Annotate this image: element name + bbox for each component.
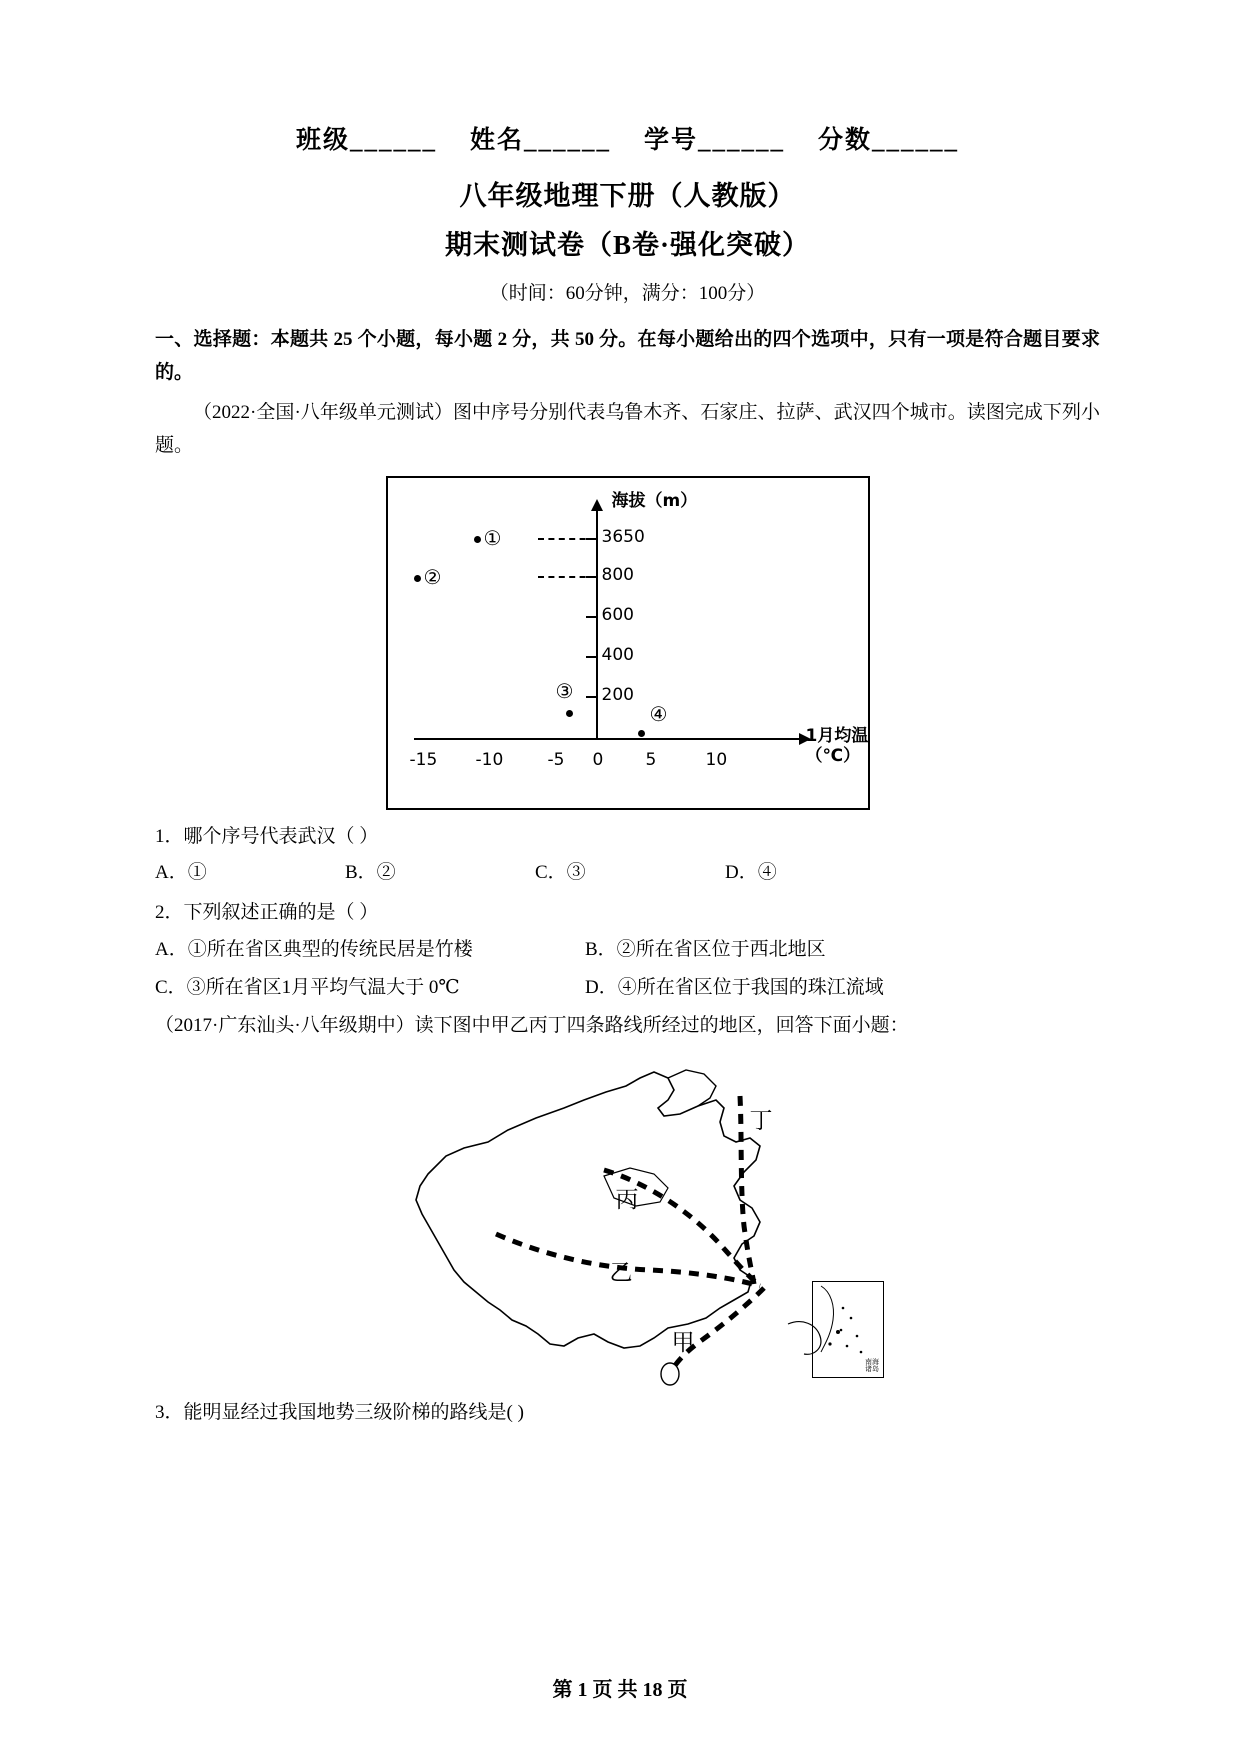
data-point-1-dot: [474, 536, 481, 543]
y-tickmark-400: [586, 656, 598, 658]
x-tick-5: 5: [645, 750, 657, 770]
data-point-3-label: ③: [555, 679, 574, 703]
question-1-options: [155, 856, 1100, 890]
y-axis: [596, 510, 598, 740]
data-point-4-label: ④: [649, 702, 668, 726]
question-1-option-c[interactable]: C．③: [535, 862, 586, 884]
data-point-3-dot: [566, 710, 573, 717]
y-tickmark-600: [586, 616, 598, 618]
question-2-option-a[interactable]: A．①所在省区典型的传统民居是竹楼: [155, 938, 473, 960]
data-point-4-dot: [638, 730, 645, 737]
page-subtitle-exam: 期末测试卷（B卷·强化突破）: [444, 230, 810, 260]
question-1-option-b[interactable]: B．②: [345, 862, 396, 884]
x-tick-minus15: -15: [409, 750, 438, 770]
question-3-text: 3．能明显经过我国地势三级阶梯的路线是( ): [155, 1402, 524, 1424]
y-tick-3650: 3650: [601, 527, 645, 547]
map-label-bing: 丙: [615, 1187, 639, 1213]
china-map-svg: [368, 1056, 888, 1386]
data-point-2-dot: [414, 575, 421, 582]
south-sea-islands-inset: [812, 1281, 884, 1378]
x-axis-label: 1月均温（℃）: [805, 726, 869, 767]
y-tickmark-200: [586, 696, 598, 698]
y-axis-label: 海拔（m）: [611, 491, 698, 511]
section-heading: 一、选择题：本题共 25 个小题，每小题 2 分，共 50 分。在每小题给出的四个选项中，只有一项是符合题目要求的。: [155, 329, 1100, 384]
x-tick-minus5: -5: [547, 750, 565, 770]
x-tick-minus10: -10: [475, 750, 504, 770]
material-2-text: （2017·广东汕头·八年级期中）读下图中甲乙丙丁四条路线所经过的地区，回答下面小题：: [155, 1014, 909, 1036]
svg-text:诸岛: 诸岛: [864, 1365, 879, 1374]
exam-time-score: （时间：60分钟，满分：100分）: [489, 283, 766, 304]
question-2-options-row1: [155, 933, 1100, 967]
y-tick-800: 800: [601, 565, 634, 585]
map-label-ding: 丁: [749, 1108, 773, 1134]
question-2-option-c[interactable]: C．③所在省区1月平均气温大于 0℃: [155, 976, 460, 998]
page-footer: 第 1 页 共 18 页: [552, 1679, 688, 1701]
svg-text:南海: 南海: [864, 1358, 879, 1367]
question-1-option-a[interactable]: A．①: [155, 862, 207, 884]
data-point-1-label: ①: [483, 526, 502, 550]
y-tick-600: 600: [601, 605, 634, 625]
figure-1: [155, 476, 1100, 810]
x-tick-10: 10: [705, 750, 728, 770]
y-tick-200: 200: [601, 685, 634, 705]
y-tick-400: 400: [601, 645, 634, 665]
scatter-chart: [386, 476, 870, 810]
question-2-option-b[interactable]: B．②所在省区位于西北地区: [585, 938, 826, 960]
student-info-line: 班级______ 姓名______ 学号______ 分数______: [295, 127, 959, 154]
data-point-2-label: ②: [423, 565, 442, 589]
x-axis: [414, 738, 800, 740]
map-label-jia: 甲: [671, 1330, 695, 1356]
question-2-option-d[interactable]: D．④所在省区位于我国的珠江流域: [585, 976, 884, 998]
x-tick-0: 0: [592, 750, 604, 770]
figure-2: [155, 1056, 1100, 1386]
question-1-option-d[interactable]: D．④: [725, 862, 777, 884]
y-tickmark-3650: [586, 538, 598, 540]
question-1-text: 1．哪个序号代表武汉（ ）: [155, 826, 379, 847]
question-2-text: 2．下列叙述正确的是（ ）: [155, 902, 379, 924]
china-route-map: [368, 1056, 888, 1386]
map-label-yi: 乙: [609, 1260, 633, 1286]
material-1-text: （2022·全国·八年级单元测试）图中序号分别代表乌鲁木齐、石家庄、拉萨、武汉四个城市。读图完成下列小题。: [155, 401, 1100, 456]
page-title: 八年级地理下册（人教版）: [459, 181, 796, 211]
question-2-options-row2: [155, 971, 1100, 1005]
y-tickmark-800: [586, 576, 598, 578]
inset-map-svg: [813, 1282, 880, 1374]
